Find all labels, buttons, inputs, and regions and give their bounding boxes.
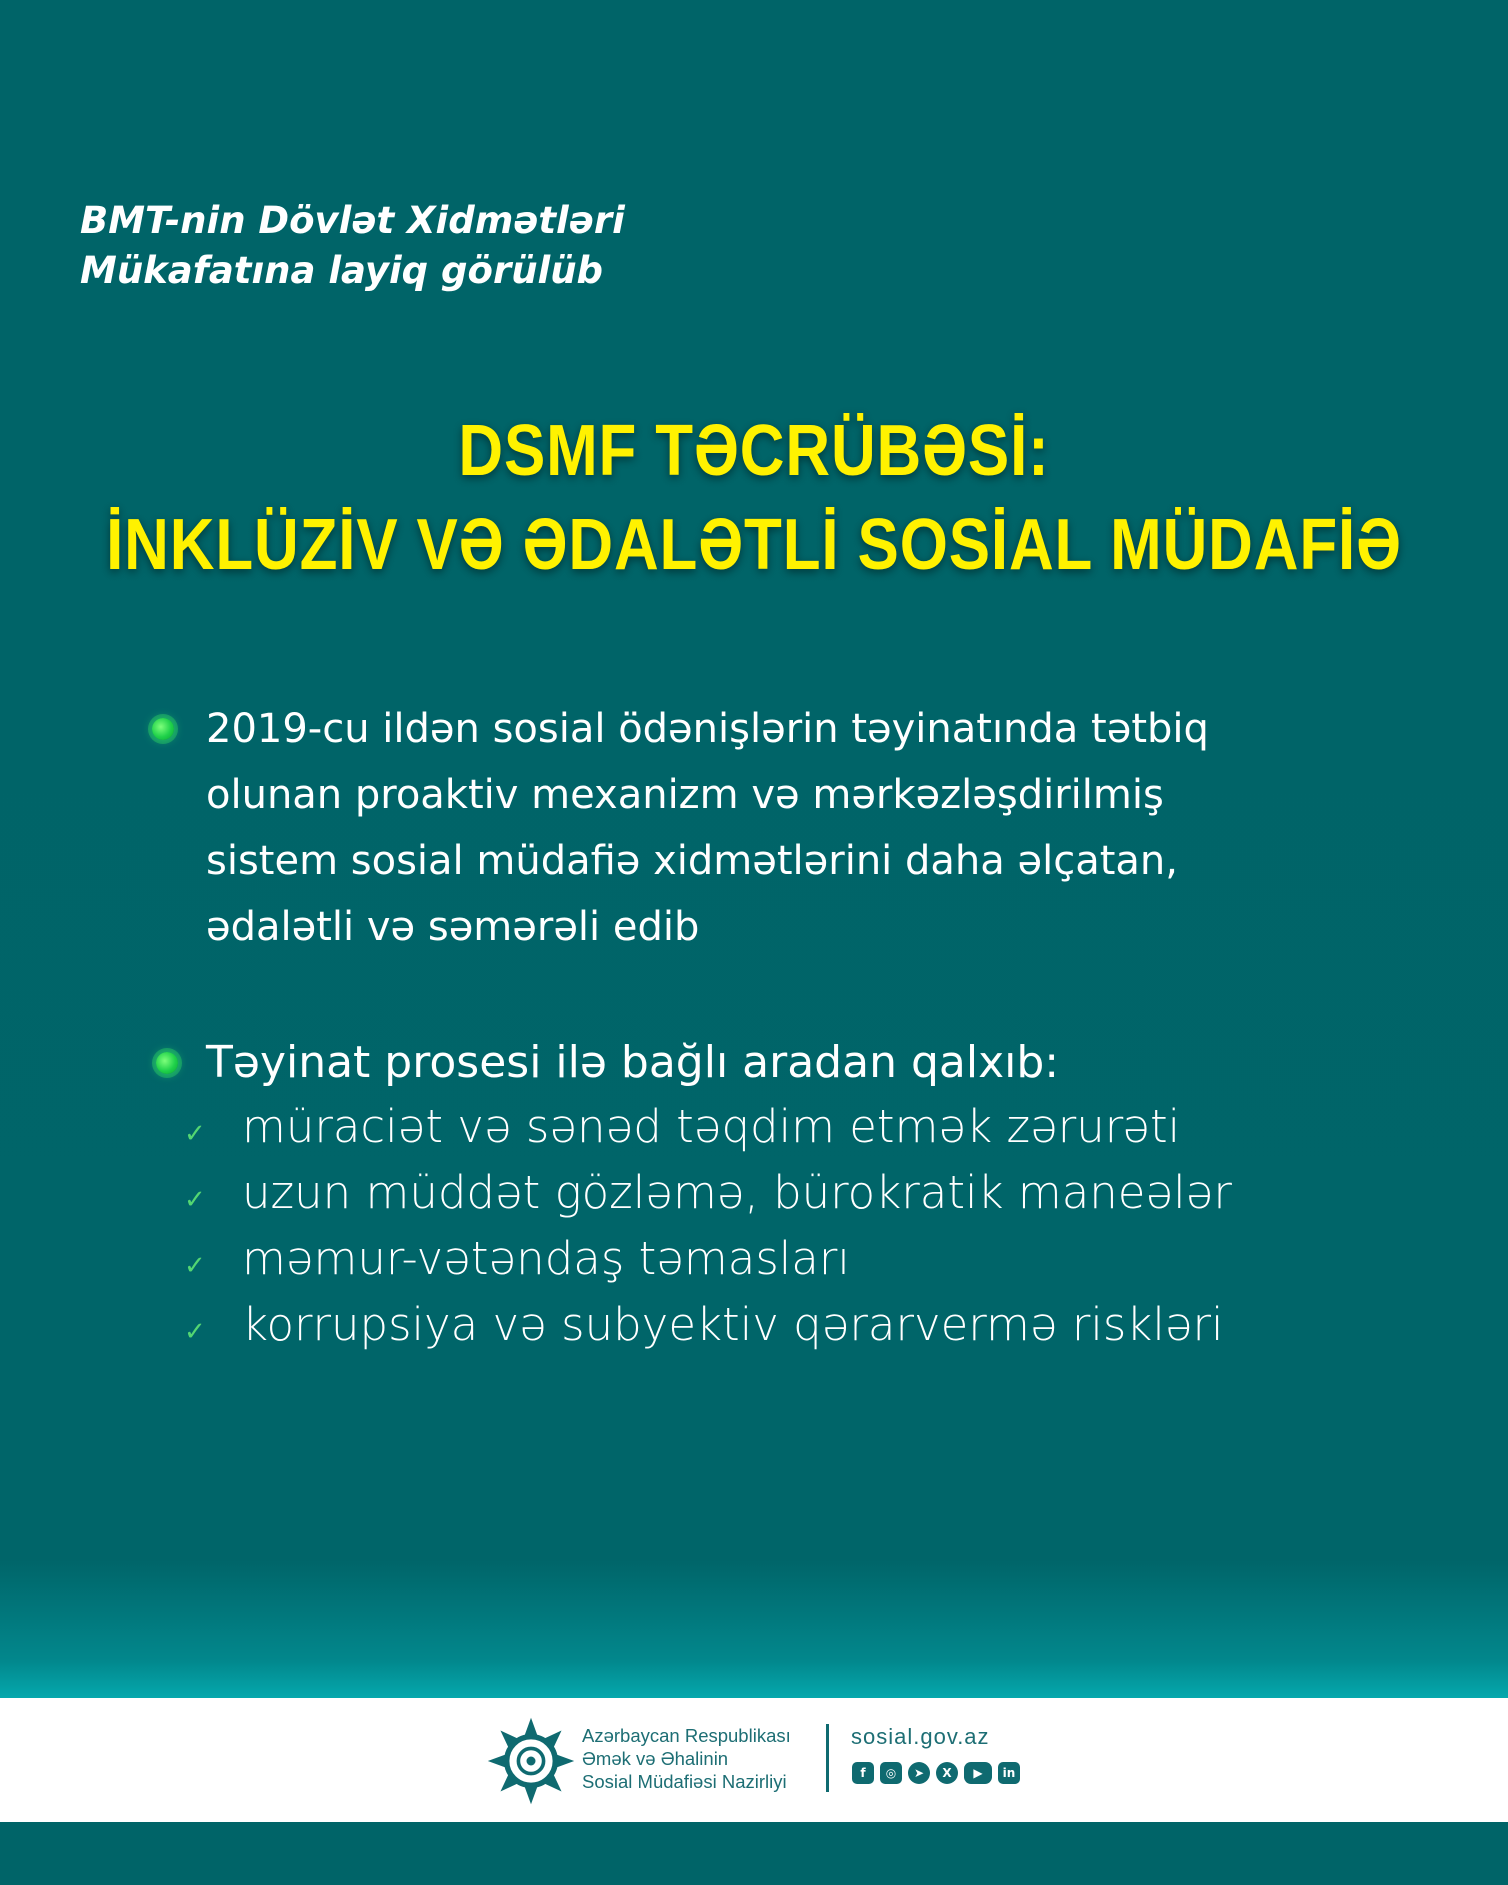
eliminated-list <box>184 1094 1232 1358</box>
x-icon[interactable]: X <box>936 1762 958 1784</box>
title-line-2: İNKLÜZİV VƏ ƏDALƏTLİ SOSİAL MÜDAFİƏ <box>106 505 1402 585</box>
green-bullet-icon <box>152 718 174 740</box>
list-item-text: uzun müddət gözləmə, bürokratik maneələr <box>242 1166 1232 1219</box>
list-item-text: korrupsiya və subyektiv qərarvermə riskləri <box>242 1298 1224 1351</box>
ministry-name-line-3: Sosial Müdafiəsi Nazirliyi <box>582 1771 787 1792</box>
telegram-icon[interactable]: ➤ <box>908 1762 930 1784</box>
list-item <box>184 1160 1232 1226</box>
green-bullet-icon <box>156 1052 178 1074</box>
checkmark-icon: ✓ <box>184 1185 206 1215</box>
list-item <box>184 1292 1232 1358</box>
eliminated-heading: Təyinat prosesi ilə bağlı aradan qalxıb: <box>206 1037 1060 1088</box>
list-item <box>184 1094 1232 1160</box>
ministry-name-line-2: Əmək və Əhalinin <box>582 1748 729 1769</box>
paragraph-line: sistem sosial müdafiə xidmətlərini daha əlçatan, <box>206 838 1178 884</box>
kicker-line-2: Mükafatına layiq görülüb <box>80 249 604 292</box>
footer-divider <box>826 1724 829 1792</box>
checkmark-icon: ✓ <box>184 1251 206 1281</box>
social-links <box>852 1762 1020 1784</box>
list-item <box>184 1226 1232 1292</box>
main-title <box>106 404 1403 592</box>
list-item-text: məmur-vətəndaş təmasları <box>242 1232 850 1285</box>
footer-bar <box>0 1698 1508 1822</box>
kicker-line-1: BMT-nin Dövlət Xidmətləri <box>80 199 625 242</box>
paragraph-line: 2019-cu ildən sosial ödənişlərin təyinatında tətbiq <box>206 706 1209 752</box>
facebook-icon[interactable]: f <box>852 1762 874 1784</box>
paragraph-line: ədalətli və səmərəli edib <box>206 904 700 950</box>
checkmark-icon: ✓ <box>184 1119 206 1149</box>
paragraph-proactive-mechanism <box>206 696 1386 960</box>
checkmark-icon: ✓ <box>184 1317 206 1347</box>
footer-bottom-band <box>0 1822 1508 1885</box>
linkedin-icon[interactable]: in <box>998 1762 1020 1784</box>
ministry-name-line-1: Azərbaycan Respublikası <box>582 1725 791 1746</box>
list-item-text: müraciət və sənəd təqdim etmək zərurəti <box>242 1100 1181 1153</box>
instagram-icon[interactable]: ◎ <box>880 1762 902 1784</box>
website-link[interactable]: sosial.gov.az <box>851 1724 990 1749</box>
ministry-logo-icon <box>486 1716 576 1806</box>
youtube-icon[interactable]: ▶ <box>964 1762 992 1784</box>
paragraph-line: olunan proaktiv mexanizm və mərkəzləşdirilmiş <box>206 772 1164 818</box>
title-line-1: DSMF TƏCRÜBƏSİ: <box>458 411 1050 491</box>
award-kicker <box>80 196 625 296</box>
ministry-name <box>582 1724 791 1793</box>
